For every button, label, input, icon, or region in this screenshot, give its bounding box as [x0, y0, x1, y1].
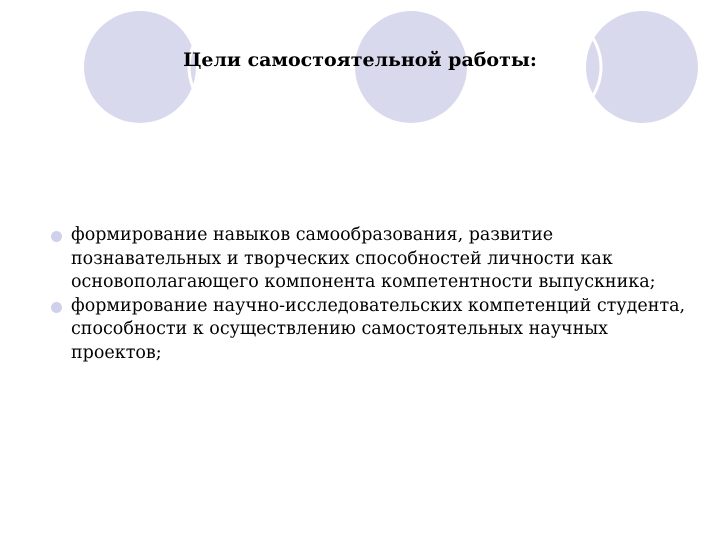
bullet-list — [48, 224, 698, 365]
bullet-item — [48, 224, 698, 295]
bullet-text: формирование научно-исследовательских компетенций студента, способности к осуществлению самостоятельных научных проектов; — [71, 295, 686, 363]
bullet-text: формирование навыков самообразования, развитие познавательных и творческих способностей личности как основополагающего компонента компетентности выпускника; — [71, 225, 656, 292]
bullet-dot-icon — [51, 302, 62, 313]
slide-title: Цели самостоятельной работы: — [183, 49, 537, 71]
bullet-item — [48, 295, 698, 366]
bullet-dot-icon — [51, 231, 62, 242]
